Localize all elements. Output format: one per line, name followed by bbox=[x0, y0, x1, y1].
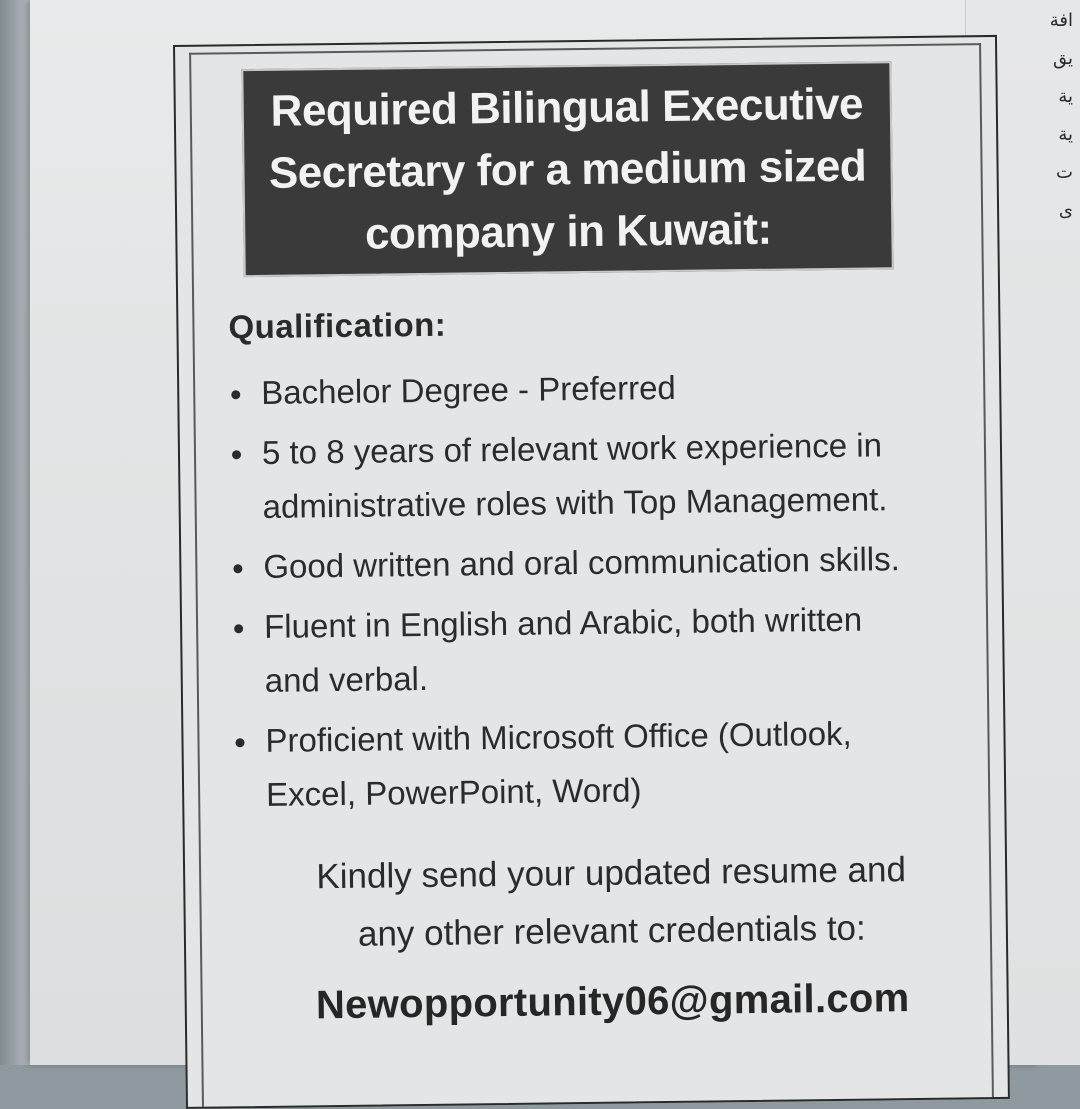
qualification-text: Proficient with Microsoft Office (Outlook, bbox=[265, 714, 852, 759]
bullet-icon bbox=[235, 738, 244, 747]
arabic-text-fragments bbox=[1013, 2, 1073, 230]
arabic-fragment: يق bbox=[1052, 48, 1073, 69]
qualification-text-continued: Excel, PowerPoint, Word) bbox=[265, 771, 642, 813]
qualification-text: Bachelor Degree - Preferred bbox=[261, 368, 676, 411]
contact-email[interactable]: Newopportunity06@gmail.com bbox=[315, 976, 910, 1028]
arabic-fragment: ت bbox=[1056, 162, 1073, 183]
qualification-item bbox=[227, 531, 968, 594]
bullet-icon bbox=[233, 564, 242, 573]
qualification-text: 5 to 8 years of relevant work experience in bbox=[261, 426, 883, 471]
job-advertisement bbox=[173, 35, 1010, 1109]
arabic-fragment: ية bbox=[1058, 86, 1073, 107]
arabic-fragment: ية bbox=[1058, 124, 1073, 145]
advertisement-border bbox=[189, 43, 994, 1107]
qualification-text: Good written and oral communication skills. bbox=[263, 540, 901, 585]
headline-line: company in Kuwait: bbox=[364, 204, 772, 259]
bullet-icon bbox=[234, 624, 243, 633]
bullet-icon bbox=[231, 390, 240, 399]
arabic-fragment: افة bbox=[1049, 10, 1073, 31]
qualification-item bbox=[226, 417, 967, 534]
qualification-item bbox=[228, 591, 969, 708]
headline-line: Required Bilingual Executive bbox=[270, 79, 864, 136]
arabic-fragment: ى bbox=[1058, 200, 1073, 221]
headline-line: Secretary for a medium sized bbox=[268, 141, 867, 198]
headline-banner bbox=[241, 61, 893, 277]
qualification-list bbox=[225, 357, 971, 828]
closing-line: Kindly send your updated resume and bbox=[316, 850, 907, 897]
bullet-icon bbox=[232, 450, 241, 459]
closing-line: any other relevant credentials to: bbox=[357, 908, 866, 954]
qualification-heading: Qualification: bbox=[228, 305, 447, 346]
qualification-text: Fluent in English and Arabic, both written bbox=[263, 600, 863, 645]
qualification-text-continued: and verbal. bbox=[264, 659, 429, 699]
closing-instructions bbox=[261, 840, 962, 965]
qualification-item bbox=[225, 357, 966, 420]
qualification-text-continued: administrative roles with Top Management. bbox=[262, 480, 888, 525]
qualification-item bbox=[229, 705, 970, 822]
